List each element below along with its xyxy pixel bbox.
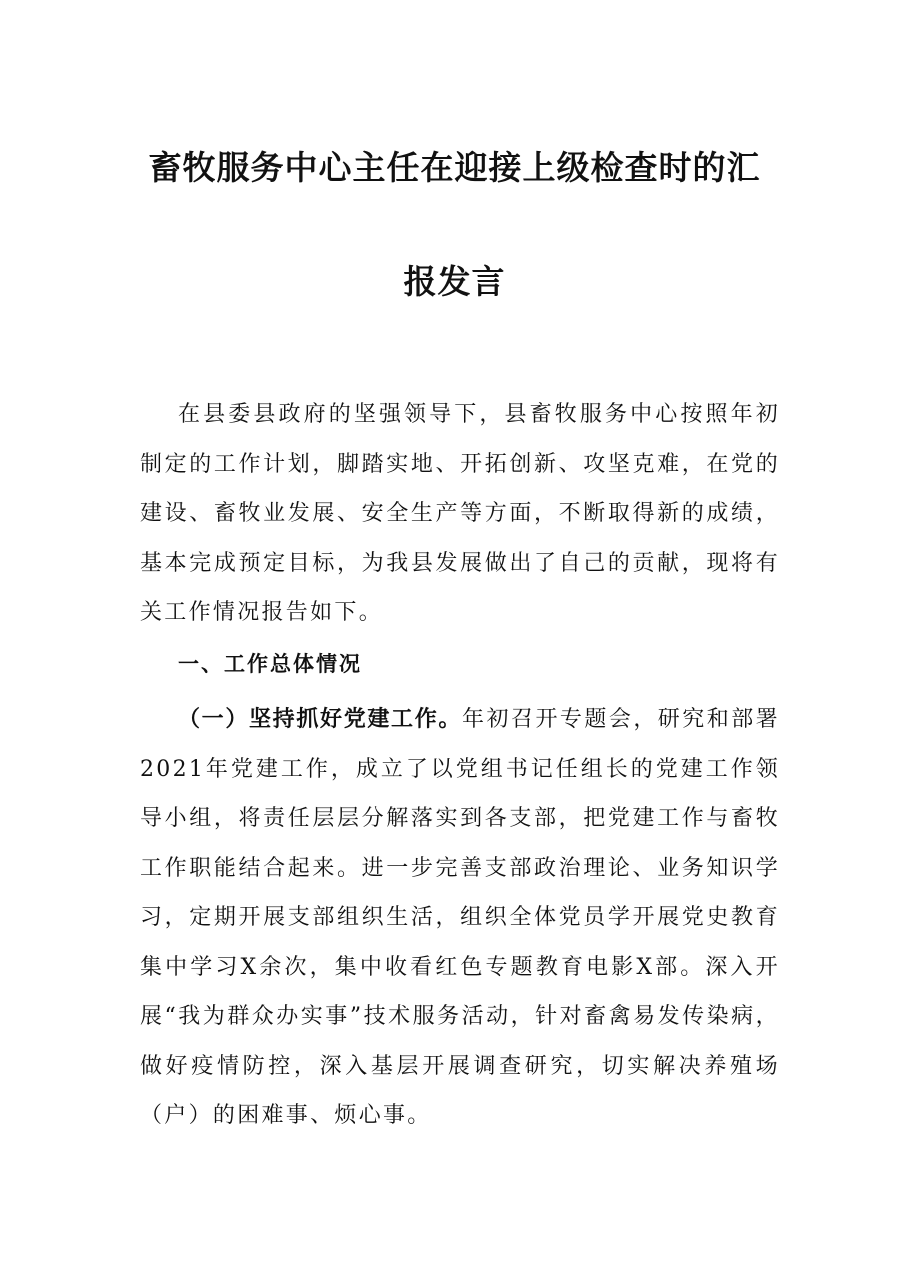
document-title-line-1: 畜牧服务中心主任在迎接上级检查时的汇 — [148, 148, 761, 187]
subsection-body: 年初召开专题会，研究和部署2021年党建工作，成立了以党组书记任组长的党建工作领导小组，将责任层层分解落实到各支部，把党建工作与畜牧工作职能结合起来。进一步完善支部政治理论、业务知识学习，定期开展支部组织生活，组织全体党员学开展党史教育集中学习X余次，集中收看红色专题教育电影X部。深入开展“我为群众办实事”技术服务活动，针对畜禽易发传染病，做好疫情防控，深入基层开展调查研究，切实解决养殖场（户）的困难事、烦心事。 — [140, 707, 780, 1128]
subsection-heading: （一）坚持抓好党建工作。 — [178, 707, 463, 732]
subsection-paragraph — [140, 695, 780, 1141]
document-title-line-2: 报发言 — [403, 262, 506, 301]
intro-paragraph: 在县委县政府的坚强领导下，县畜牧服务中心按照年初制定的工作计划，脚踏实地、开拓创新、攻坚克难，在党的建设、畜牧业发展、安全生产等方面，不断取得新的成绩，基本完成预定目标，为我县发展做出了自己的贡献，现将有关工作情况报告如下。 — [140, 402, 780, 625]
section-heading: 一、工作总体情况 — [178, 652, 362, 676]
